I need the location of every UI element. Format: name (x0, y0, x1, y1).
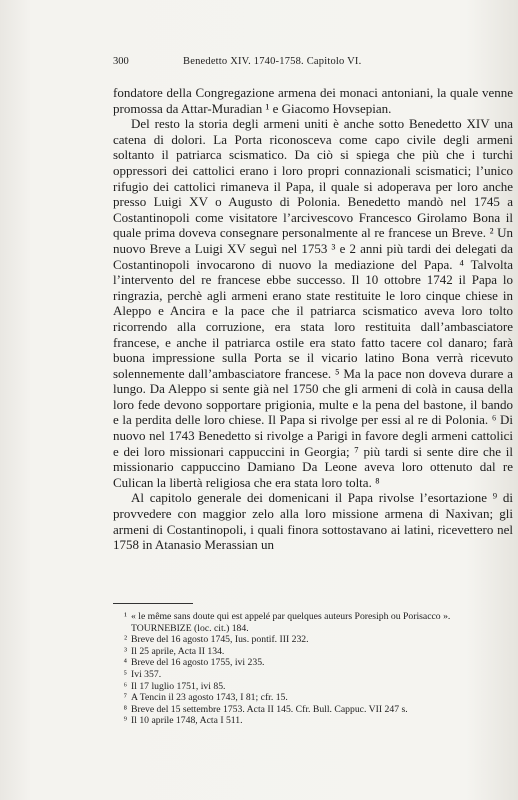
footnote: ³ Il 25 aprile, Acta II 134. (124, 645, 225, 657)
footnote: ⁷ A Tencin il 23 agosto 1743, I 81; cfr. 15. (123, 692, 288, 704)
footnote-rule (113, 603, 193, 604)
running-head: Benedetto XIV. 1740-1758. Capitolo VI. (183, 56, 362, 67)
paragraph-3: Al capitolo generale dei domenicani il Papa rivolse l’esortazione ⁹ di provvedere con maggior zelo alla loro missione armena di Naxivan; gli armeni di Costantinopoli, i quali finora sottostavano ai latini, ricevettero nel 1758 in Atanasio Merassian un (113, 490, 513, 553)
paragraph-1: fondatore della Congregazione armena dei monaci antoniani, la quale venne promossa da Attar-Muradian ¹ e Giacomo Hovsepian. (113, 85, 513, 116)
page-number: 300 (113, 56, 129, 67)
paragraph-2: Del resto la storia degli armeni uniti è anche sotto Benedetto XIV una catena di dolori. La Porta riconosceva come capo civile degli armeni soltanto il patriarca scismatico. Da ciò si spiega che più che i turchi oppressori dei cattolici erano i loro propri connazionali scismatici; l’unico rifugio dei cattolici rimaneva il Papa, il quale si adoperava per loro anche presso Luigi XV o Augusto di Polonia. Benedetto mandò nel 1745 a Costantinopoli come visitatore l’arcivescovo Francesco Girolamo Bona il quale prima doveva consegnare personalmente al re francese un Breve. ² Un nuovo Breve a Luigi XV seguì nel 1753 ³ e 2 anni più tardi dei delegati da Costantinopoli invocarono di nuovo la mediazione del Papa. ⁴ Talvolta l’intervento del re francese ebbe successo. Il 10 ottobre 1742 il Papa lo ringrazia, perchè agli armeni erano state restituite le loro cinque chiese in Aleppo e Ancira e la pace che il patriarca scismatico aveva loro tolto ricorrendo alla corruzione, era stata loro restituita dall’ambasciatore francese, e anche il patriarca ostile era stato fatto tacere col danaro; farà buona impressione sulla Porta se il vicario latino Bona verrà ricevuto solennemente dall’ambasciatore francese. ⁵ Ma la pace non doveva durare a lungo. Da Aleppo si sente già nel 1750 che gli armeni di colà in causa della loro fede devono sopportare prigionia, multe e la pena del bastone, il bando e la perdita delle loro chiese. Il Papa si rivolge per essi al re di Polonia. ⁶ Di nuovo nel 1743 Benedetto si rivolge a Parigi in favore degli armeni cattolici e dei loro missionari cappuccini in Georgia; ⁷ più tardi si sente dire che il missionario cappuccino Damiano Da Leone aveva loro ottenuto dal re Culican la libertà religiosa che era stata loro tolta. ⁸ (113, 116, 513, 490)
footnote: ⁴ Breve del 16 agosto 1755, ivi 235. (123, 657, 265, 669)
footnote: ² Breve del 16 agosto 1745, Ius. pontif. III 232. (124, 634, 309, 646)
footnotes (113, 611, 511, 727)
footnote: ⁶ Il 17 luglio 1751, ivi 85. (123, 680, 226, 692)
footnote: ⁹ Il 10 aprile 1748, Acta I 511. (123, 715, 243, 727)
footnote: ⁵ Ivi 357. (123, 668, 162, 680)
footnote: ¹ « le même sans doute qui est appelé par quelques auteurs Poresiph ou Porisacco ». TOURNEBIZE (loc. cit.) 184. (124, 611, 451, 634)
body-text (113, 85, 513, 553)
page-header (113, 56, 413, 67)
footnote: ⁸ Breve del 15 settembre 1753. Acta II 145. Cfr. Bull. Cappuc. VII 247 s. (123, 703, 408, 715)
